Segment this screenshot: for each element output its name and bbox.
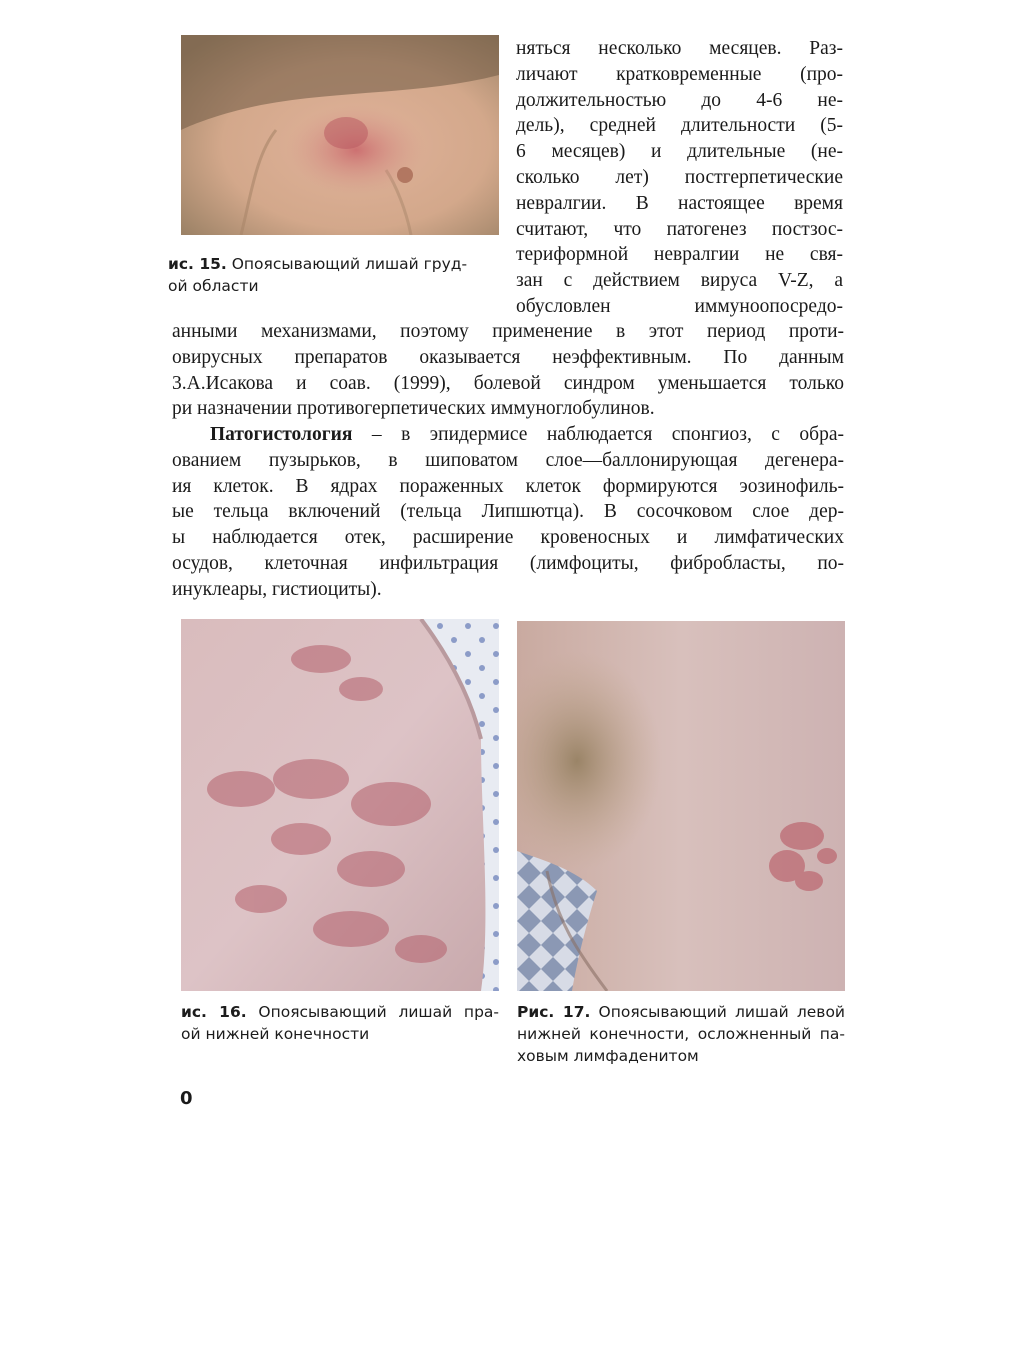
text-line: считают, что патогенез постзос- (516, 218, 843, 240)
figure-16-caption-line: ой нижней конечности (181, 1025, 370, 1043)
figure-15-number: ис. 15. (168, 255, 227, 273)
text-line-rest: – в эпидермисе наблюдается спонгиоз, с обра- (352, 424, 844, 445)
text-line: териформной невралгии не свя- (516, 244, 843, 266)
text-line: сколько лет) постгерпетические (516, 166, 843, 188)
right-column-text (516, 36, 843, 320)
text-line: ы наблюдается отек, расширение кровеносных и лимфатических (172, 527, 844, 549)
text-line: зан с действием вируса V-Z, а (516, 270, 843, 292)
figure-15-caption (168, 253, 498, 297)
text-line: ованием пузырьков, в шиповатом слое—баллонирующая дегенера- (172, 449, 844, 471)
figure-17-caption-line: ховым лимфаденитом (517, 1047, 699, 1065)
text-line: анными механизмами, поэтому применение в этот период проти- (172, 321, 844, 342)
text-line: няться несколько месяцев. Раз- (516, 38, 843, 59)
figure-17-photo (517, 621, 845, 991)
figure-16-caption (181, 1001, 499, 1045)
text-line: осудов, клеточная инфильтрация (лимфоциты, фибробласты, по- (172, 552, 844, 574)
figure-17-caption-line: нижней конечности, осложненный па- (517, 1025, 845, 1043)
figure-15-caption-line: ой области (168, 277, 259, 295)
figure-17-number: Рис. 17. (517, 1003, 591, 1021)
text-line: обусловлен иммуноопосредо- (516, 295, 843, 317)
text-line: ри назначении противогерпетических иммуноглобулинов. (172, 398, 655, 420)
text-line (172, 422, 844, 448)
text-line: дель), средней длительности (5- (516, 115, 843, 137)
text-line: ия клеток. В ядрах пораженных клеток формируются эозинофиль- (172, 475, 844, 497)
text-line: овирусных препаратов оказывается неэффективным. По данным (172, 346, 844, 368)
figure-17-caption (517, 1001, 845, 1067)
text-line: должительностью до 4-6 не- (516, 89, 843, 111)
figure-15-photo (181, 35, 499, 235)
figure-17-caption-line: Опоясывающий лишай левой (590, 1003, 845, 1021)
text-line: личают кратковременные (про- (516, 63, 843, 85)
figure-16-caption-line: Опоясывающий лишай пра- (246, 1003, 499, 1021)
pathohistology-heading: Патогистология (210, 424, 353, 445)
figure-16-number: ис. 16. (181, 1003, 247, 1021)
text-line: 6 месяцев) и длительные (не- (516, 141, 843, 163)
text-line: ые тельца включений (тельца Липшютца). В сосочковом слое дер- (172, 501, 844, 523)
text-line: невралгии. В настоящее время (516, 192, 843, 214)
figure-16-photo (181, 619, 499, 991)
figure-15-caption-line: Опоясывающий лишай груд- (226, 255, 468, 273)
text-line: 3.А.Исакова и соав. (1999), болевой синдром уменьшается только (172, 372, 844, 394)
page-number: 0 (180, 1088, 193, 1109)
pathohistology-paragraph (172, 422, 844, 603)
text-line: инуклеары, гистиоциты). (172, 578, 382, 600)
body-text-continuation (172, 319, 844, 422)
